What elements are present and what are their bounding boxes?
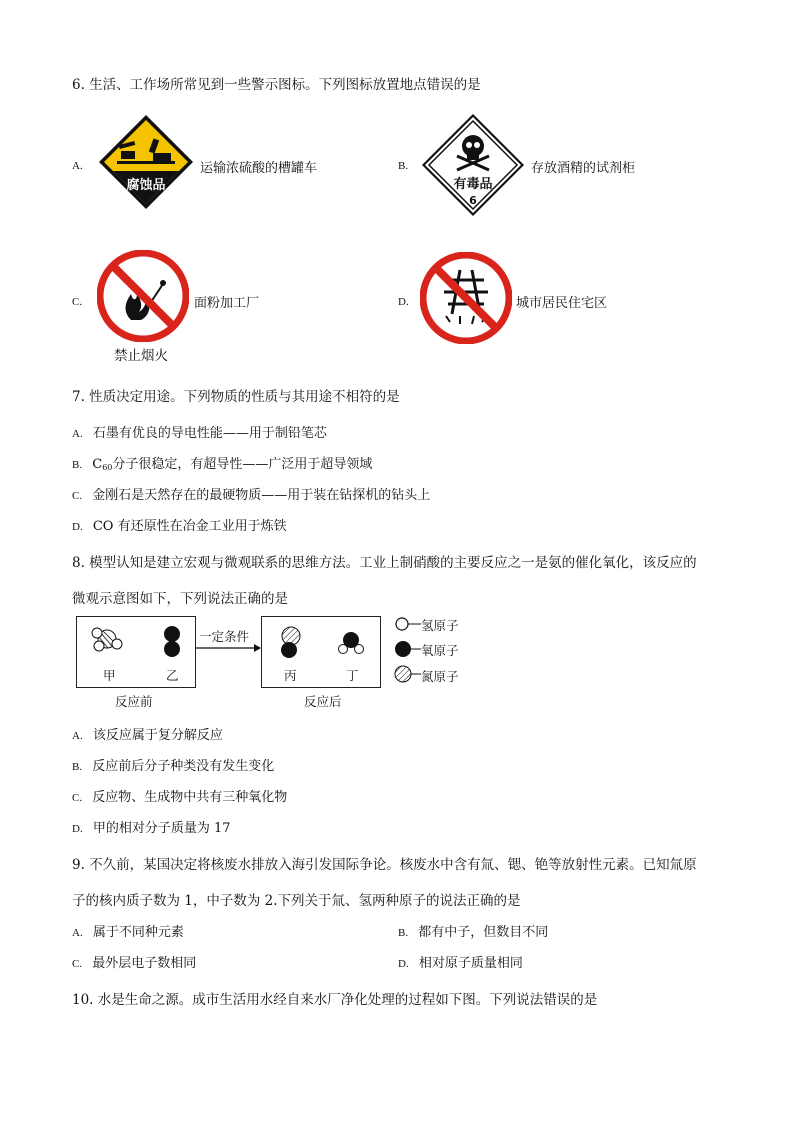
after-caption: 反应后 <box>304 694 342 709</box>
q7-option-d <box>72 515 287 534</box>
q8-option-b <box>72 755 274 774</box>
q8-option-b-text: 反应前后分子种类没有发生变化 <box>92 759 275 774</box>
q7-option-a-text: 石墨有优良的导电性能——用于制铅笔芯 <box>92 426 327 441</box>
before-caption: 反应前 <box>115 694 153 709</box>
q7-option-c <box>72 484 430 503</box>
q9-option-c-letter: C. <box>72 958 83 970</box>
q8-option-d <box>72 817 231 836</box>
q7-stem: 7. 性质决定用途。下列物质的性质与其用途不相符的是 <box>72 389 400 405</box>
q9-option-d <box>398 952 523 971</box>
toxic-sign-text: 有毒品 <box>453 177 493 192</box>
q6-option-d-text: 城市居民住宅区 <box>516 296 608 311</box>
q7-option-c-letter: C. <box>72 490 83 502</box>
q9-stem-line2: 子的核内质子数为 1，中子数为 2.下列关于氚、氢两种原子的说法正确的是 <box>72 893 521 909</box>
q8-option-b-letter: B. <box>72 761 83 773</box>
q8-option-a-letter: A. <box>72 730 83 742</box>
q8-option-a-text: 该反应属于复分解反应 <box>92 728 223 743</box>
q8-option-d-letter: D. <box>72 823 83 835</box>
q9-option-d-letter: D. <box>398 958 409 970</box>
q9-stem-line1: 9. 不久前，某国决定将核废水排放入海引发国际争论。核废水中含有氚、锶、铯等放射性元素。已知氚原 <box>72 857 697 873</box>
q7-option-a-letter: A. <box>72 428 83 440</box>
q7-option-a <box>72 422 327 441</box>
reaction-arrow-icon <box>196 642 262 654</box>
q6-option-a-letter: A. <box>72 160 83 172</box>
q6-option-a-text: 运输浓硫酸的槽罐车 <box>200 161 318 176</box>
q6-option-d-letter: D. <box>398 296 409 308</box>
species-yi: 乙 <box>166 668 179 683</box>
arrow-label: 一定条件 <box>199 629 250 644</box>
no-firework-sign-icon <box>420 252 512 344</box>
q7-option-d-letter: D. <box>72 521 83 533</box>
q8-stem-line1: 8. 模型认知是建立宏观与微观联系的思维方法。工业上制硝酸的主要反应之一是氨的催化氧化，该反应的 <box>72 555 697 571</box>
q8-option-c-text: 反应物、生成物中共有三种氧化物 <box>92 790 288 805</box>
q9-option-c <box>72 952 196 971</box>
no-fire-caption: 禁止烟火 <box>114 348 168 364</box>
q9-option-b-text: 都有中子，但数目不同 <box>418 925 549 940</box>
q10-stem: 10. 水是生命之源。成市生活用水经自来水厂净化处理的过程如下图。下列说法错误的是 <box>72 992 598 1008</box>
q6-option-b-text: 存放酒精的试剂柜 <box>531 161 636 176</box>
q6-option-b-letter: B. <box>398 160 409 172</box>
c60-subscript: 60 <box>102 463 113 472</box>
q6-stem: 6. 生活、工作场所常见到一些警示图标。下列图标放置地点错误的是 <box>72 77 481 93</box>
q6-option-c-letter: C. <box>72 296 83 308</box>
species-jia: 甲 <box>103 668 116 683</box>
q7-option-b <box>72 453 372 472</box>
q9-option-b <box>398 921 548 940</box>
corrosive-sign-text: 腐蚀品 <box>126 178 166 193</box>
q9-option-a-letter: A. <box>72 927 83 939</box>
no-fire-sign-icon <box>97 250 189 342</box>
q7-option-c-text: 金刚石是天然存在的最硬物质——用于装在钻探机的钻头上 <box>92 488 431 503</box>
q8-stem-line2: 微观示意图如下，下列说法正确的是 <box>72 591 288 607</box>
species-ding: 丁 <box>346 668 359 683</box>
q8-option-a <box>72 724 223 743</box>
legend-nitrogen: 氮原子 <box>421 669 459 684</box>
species-bing: 丙 <box>284 668 297 683</box>
q9-option-d-text: 相对原子质量相同 <box>418 956 523 971</box>
q9-option-a-text: 属于不同种元素 <box>92 925 184 940</box>
legend-hydrogen: 氢原子 <box>421 618 459 633</box>
corrosive-sign-icon <box>97 113 195 211</box>
c60-formula: C <box>92 457 103 472</box>
toxic-sign-icon <box>420 112 526 218</box>
q7-option-d-text: CO 有还原性在冶金工业用于炼铁 <box>92 519 287 534</box>
toxic-sign-number: 6 <box>469 194 477 207</box>
after-molecules <box>261 616 381 688</box>
q8-option-c <box>72 786 287 805</box>
atom-legend-icons <box>393 612 423 688</box>
q7-option-b-letter: B. <box>72 459 83 471</box>
legend-oxygen: 氧原子 <box>421 643 459 658</box>
q9-option-a <box>72 921 184 940</box>
q7-option-b-text: 分子很稳定，有超导性——广泛用于超导领域 <box>112 457 373 472</box>
q6-option-c-text: 面粉加工厂 <box>194 296 260 311</box>
q9-option-b-letter: B. <box>398 927 409 939</box>
q8-option-d-text: 甲的相对分子质量为 17 <box>92 821 231 836</box>
q9-option-c-text: 最外层电子数相同 <box>92 956 197 971</box>
q8-option-c-letter: C. <box>72 792 83 804</box>
